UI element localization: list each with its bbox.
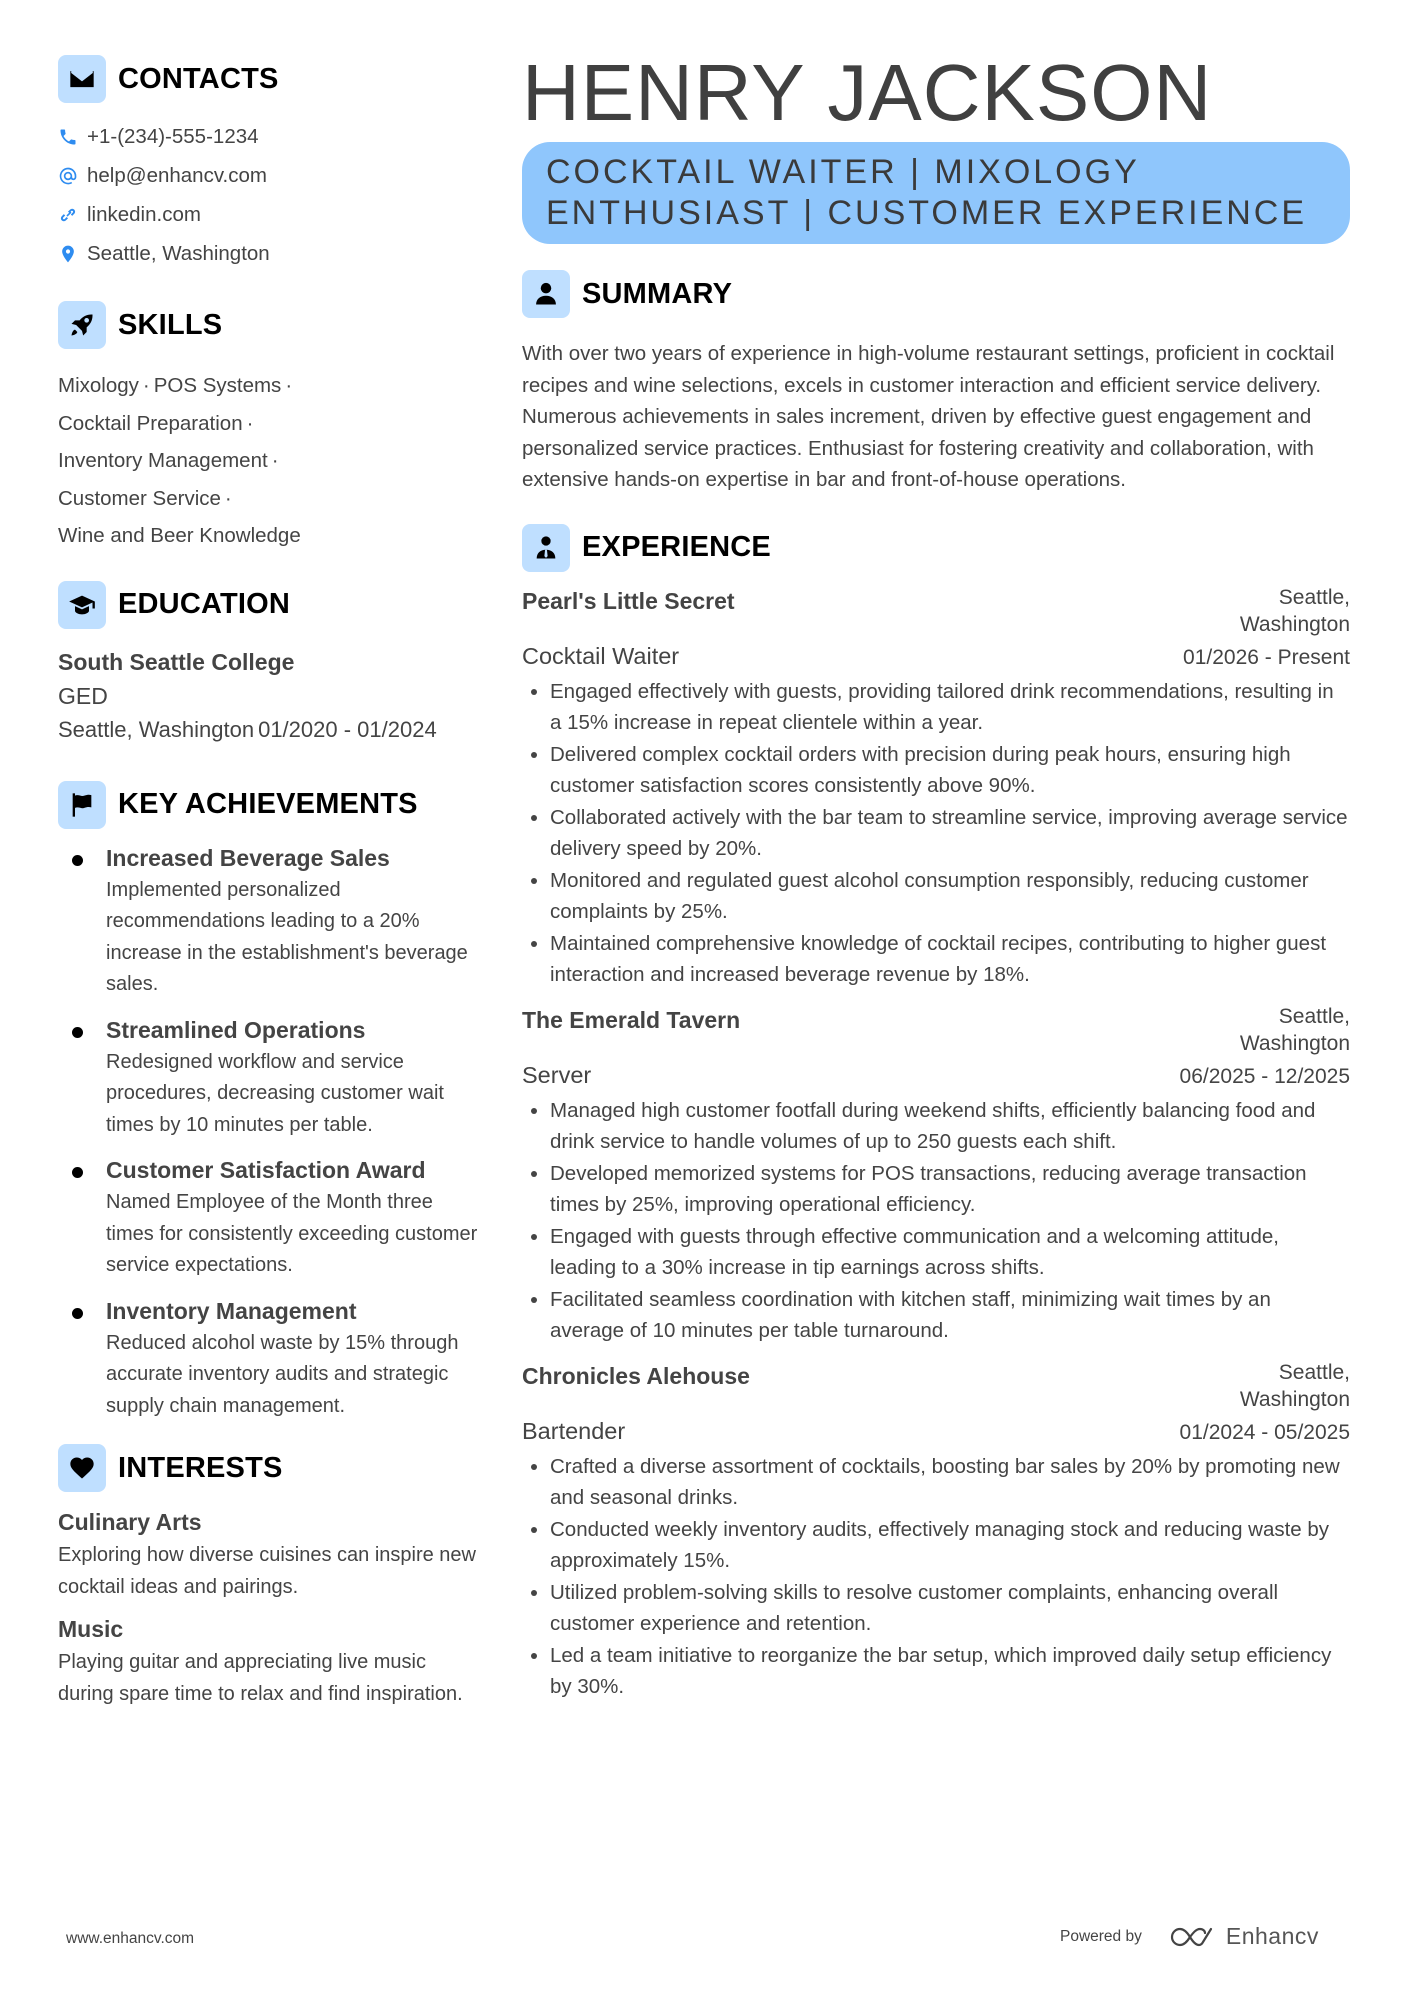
skill-separator: · [142,374,150,397]
job-location: Seattle, Washington [1239,585,1350,636]
skill-item: Wine and Beer Knowledge [58,524,301,547]
education-heading: EDUCATION [118,588,291,620]
job-company: The Emerald Tavern [522,1006,741,1033]
contact-phone [58,117,478,156]
interest-desc: Exploring how diverse cuisines can inspire new cocktail ideas and pairings. [58,1544,476,1598]
education-entry [58,645,478,747]
skill-separator: · [285,374,293,397]
skill-item: POS Systems [153,374,282,397]
education-section-header [58,581,478,629]
bullet-icon [72,1027,83,1038]
achievement-item [58,1296,478,1423]
education-school: South Seattle College [58,648,295,675]
flag-icon [58,781,106,829]
map-pin-icon [58,244,78,264]
heart-icon [58,1444,106,1492]
left-column [58,55,478,1718]
job-bullet: Delivered complex cocktail orders with precision during peak hours, ensuring high customer satisfaction scores consistently above 90%. [522,739,1350,802]
achievement-title: Increased Beverage Sales [106,844,390,871]
job-entry [522,1003,1350,1347]
job-bullet: Collaborated actively with the bar team to streamline service, improving average service delivery speed by 20%. [522,802,1350,865]
at-icon [58,166,78,186]
job-bullet: Facilitated seamless coordination with kitchen staff, minimizing wait times by an average of 10 minutes per table turnaround. [522,1284,1350,1347]
phone-text[interactable]: +1-(234)-555-1234 [87,124,259,148]
interest-desc: Playing guitar and appreciating live music during spare time to relax and find inspiration. [58,1651,463,1705]
bullet-icon [72,1167,83,1178]
interests-section-header [58,1444,478,1492]
achievement-desc: Named Employee of the Month three times for consistently exceeding customer service expectations. [106,1191,478,1276]
footer-website[interactable]: www.enhancv.com [66,1930,195,1947]
job-role: Server [522,1061,592,1088]
achievement-desc: Reduced alcohol waste by 15% through accurate inventory audits and strategic supply chain management. [106,1331,459,1417]
graduation-cap-icon [58,581,106,629]
job-company: Pearl's Little Secret [522,587,735,614]
skills-heading: SKILLS [118,308,223,341]
skills-section-header [58,301,478,349]
rocket-icon [58,301,106,349]
job-bullet: Conducted weekly inventory audits, effectively managing stock and reducing waste by approximately 15%. [522,1514,1350,1577]
job-title-badge: COCKTAIL WAITER | MIXOLOGY ENTHUSIAST | CUSTOMER EXPERIENCE [522,142,1350,244]
interest-title: Music [58,1616,124,1642]
skill-item: Mixology [58,374,139,397]
interest-title: Culinary Arts [58,1509,202,1535]
link-icon [58,205,78,225]
linkedin-text[interactable]: linkedin.com [87,202,201,226]
email-text[interactable]: help@enhancv.com [87,163,267,187]
experience-section-header [522,524,1350,572]
envelope-icon [58,55,106,103]
achievement-desc: Redesigned workflow and service procedures, decreasing customer wait times by 10 minutes per table. [106,1050,444,1136]
skill-separator: · [246,411,254,435]
interests-list [58,1504,478,1710]
job-bullet: Monitored and regulated guest alcohol consumption responsibly, reducing customer complaints by 25%. [522,865,1350,928]
job-location: Seattle, Washington [1239,1004,1350,1055]
job-entry [522,1359,1350,1703]
achievement-item [58,843,478,1001]
job-bullet: Led a team initiative to reorganize the bar setup, which improved daily setup efficiency by 30%. [522,1640,1350,1703]
job-bullet: Utilized problem-solving skills to resolve customer complaints, enhancing overall customer experience and retention. [522,1577,1350,1640]
job-bullet: Crafted a diverse assortment of cocktails, boosting bar sales by 20% by promoting new and seasonal drinks. [522,1451,1350,1514]
interests-heading: INTERESTS [118,1451,283,1484]
job-bullets [522,1451,1350,1703]
experience-heading: EXPERIENCE [582,531,771,563]
education-meta [58,713,478,747]
contact-list [58,117,478,273]
job-bullets [522,676,1350,991]
achievement-item [58,1015,478,1142]
contacts-section-header [58,55,478,103]
skill-item: Cocktail Preparation [58,411,243,435]
skill-separator: · [271,449,279,472]
enhancv-logo-icon [1168,1924,1214,1950]
job-bullet: Managed high customer footfall during weekend shifts, efficiently balancing food and drink service to handle volumes of up to 250 guests each shift. [522,1095,1350,1158]
job-location: Seattle, Washington [1239,1360,1350,1411]
contact-location [58,234,478,273]
job-dates: 01/2024 - 05/2025 [1179,1420,1350,1444]
summary-text: With over two years of experience in high-volume restaurant settings, proficient in cocktail recipes and wine selections, excels in customer interaction and efficient service delivery. Numerous achievements in sales increment, driven by effective guest engagement and personalized service practices. Enthusiast for fostering creativity and collaboration, with extensive hands-on expertise in bar and front-of-house operations. [522,342,1335,491]
job-entry [522,584,1350,991]
job-bullet: Engaged effectively with guests, providing tailored drink recommendations, resulting in a 15% increase in repeat clientele within a year. [522,676,1350,739]
summary-section-header [522,270,1350,318]
achievement-title: Customer Satisfaction Award [106,1157,426,1183]
contact-email [58,156,478,195]
job-bullets [522,1095,1350,1347]
job-dates: 01/2026 - Present [1183,645,1350,669]
skills-list [58,367,478,555]
job-bullet: Developed memorized systems for POS transactions, reducing average transaction times by 25%, improving operational efficiency. [522,1158,1350,1221]
achievement-item [58,1155,478,1282]
achievements-heading: KEY ACHIEVEMENTS [118,788,418,820]
achievements-section-header [58,781,478,829]
contacts-heading: CONTACTS [118,62,279,95]
footer-branding [1060,1923,1319,1950]
right-column [522,48,1350,1703]
contact-link [58,195,478,234]
job-role: Cocktail Waiter [522,642,680,669]
briefcase-user-icon [522,524,570,572]
skill-item: Inventory Management [58,449,268,472]
education-location: Seattle, Washington [58,716,255,742]
achievement-title: Streamlined Operations [106,1016,366,1043]
job-role: Bartender [522,1417,626,1444]
skill-item: Customer Service [58,486,221,510]
phone-icon [58,127,78,147]
enhancv-brand-text: Enhancv [1225,1923,1319,1949]
candidate-name: HENRY JACKSON [522,48,1213,137]
job-company: Chronicles Alehouse [522,1362,750,1389]
job-bullet: Engaged with guests through effective communication and a welcoming attitude, leading to a 30% increase in tip earnings across shifts. [522,1221,1350,1284]
user-icon [522,270,570,318]
powered-by-label: Powered by [1060,1927,1142,1945]
achievements-list [58,843,478,1423]
bullet-icon [72,1308,83,1319]
achievement-title: Inventory Management [106,1297,357,1324]
education-degree: GED [58,682,108,709]
skill-separator: · [224,486,232,510]
summary-heading: SUMMARY [582,277,733,310]
job-bullet: Maintained comprehensive knowledge of cocktail recipes, contributing to higher guest interaction and increased beverage revenue by 18%. [522,928,1350,991]
job-dates: 06/2025 - 12/2025 [1179,1064,1350,1088]
location-text: Seattle, Washington [87,241,270,265]
bullet-icon [72,855,83,866]
achievement-desc: Implemented personalized recommendations leading to a 20% increase in the establishment's beverage sales. [106,878,468,995]
education-dates: 01/2020 - 01/2024 [258,716,437,742]
